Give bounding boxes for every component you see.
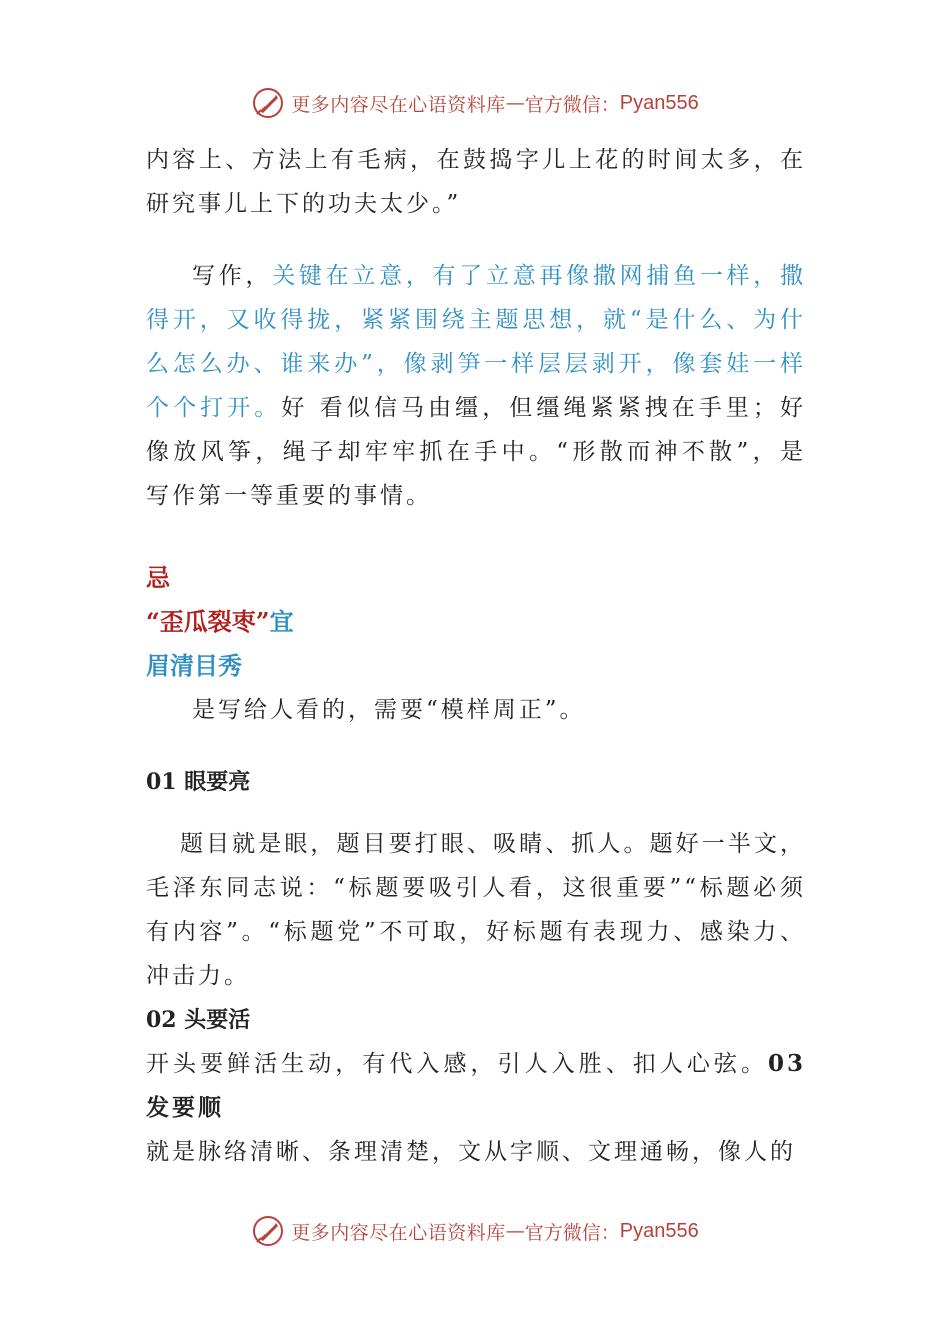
paragraph-1: 内容上、方法上有毛病，在鼓捣字儿上花的时间太多，在研究事儿上下的功夫太少。”: [146, 147, 806, 217]
footer-banner-text: 更多内容尽在心语资料库: [291, 1221, 506, 1244]
paragraph-6: 就是脉络清晰、条理清楚，文从字顺、文理通畅，像人的: [146, 1139, 796, 1165]
paragraph-2-highlight: 关键在立意，有了立意再像撒网捕鱼一样，撒得开，又收得拢，紧紧围绕主题思想，就“是什么、为什么怎么办、谁来办”，像剥笋一样层层剥开，像套娃一样个个打开。: [146, 263, 807, 421]
paragraph-3: 是写给人看的，需要“模样周正”。: [192, 697, 586, 723]
paragraph-5-text: 开头要鲜活生动，有代入感，引人入胜、扣人心弦。: [146, 1051, 768, 1077]
quill-logo-icon: [251, 86, 285, 120]
banner-text: 更多内容尽在心语资料库: [291, 93, 506, 116]
paragraph-2: [146, 254, 806, 518]
paragraph-4: 题目就是眼，题目要打眼、吸睛、抓人。题好一半文，毛泽东同志说：“标题要吸引人看，这很重要”“标题必须有内容”。“标题党”不可取，好标题有表现力、感染力、冲击力。: [146, 831, 806, 989]
banner-dash: —: [505, 92, 525, 114]
heading-line-2: [146, 600, 806, 644]
quill-logo-icon: [251, 1214, 285, 1248]
paragraph-5: [146, 1042, 806, 1130]
paragraph-2-lead: 写作，: [192, 263, 273, 289]
paragraph-2-tail: 好 看似信马由缰，但缰绳紧紧拽在手里；好像放风筝，绳子却牢牢抓在手中。“形散而神不散”，是 写作第一等重要的事情。: [146, 395, 807, 509]
footer-banner-wechat-id: Pyan556: [619, 1219, 699, 1242]
heading-ji: 忌: [146, 563, 170, 592]
subheading-03: 03 发要顺: [146, 1050, 806, 1121]
heading-yi: 宜: [269, 607, 294, 636]
heading-meiqing: 眉清目秀: [146, 651, 242, 680]
banner-wechat-label: 官方微信：: [524, 93, 620, 116]
footer-banner: [0, 1211, 950, 1251]
subheading-02: 02 头要活: [146, 1007, 251, 1033]
banner-wechat-id: Pyan556: [619, 91, 699, 114]
header-banner: [0, 83, 950, 123]
footer-banner-wechat-label: 官方微信：: [524, 1221, 620, 1244]
heading-waigua: “歪瓜裂枣”: [146, 607, 270, 636]
document-body: [146, 138, 806, 1174]
footer-banner-dash: —: [505, 1220, 525, 1242]
subheading-01: 01 眼要亮: [146, 769, 251, 795]
